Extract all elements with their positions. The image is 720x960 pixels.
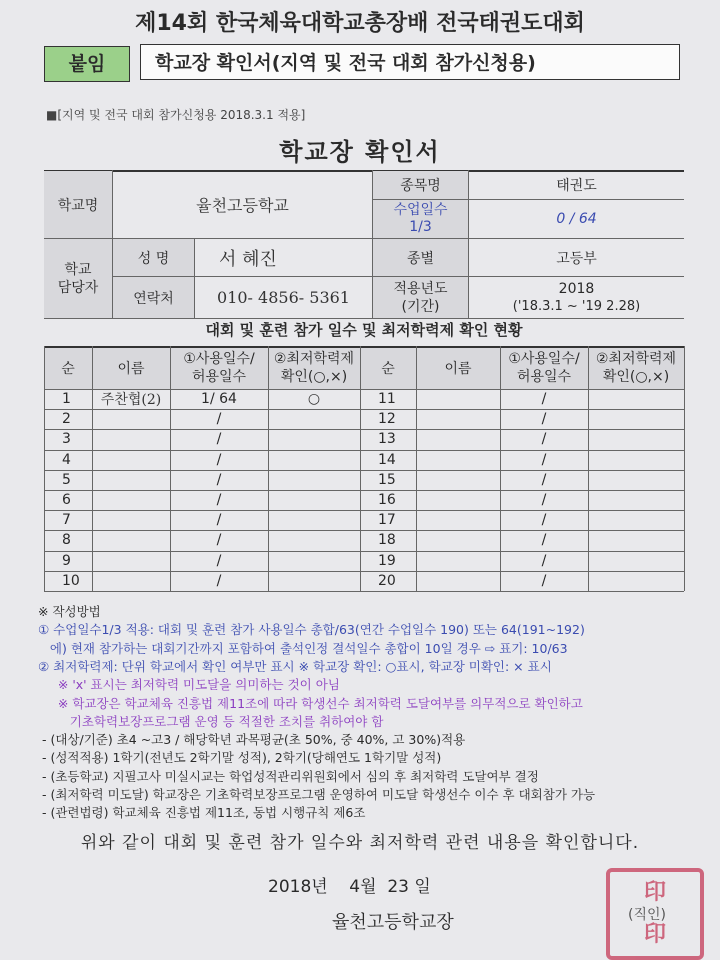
table-cell-name bbox=[92, 510, 170, 530]
table-cell-days: / bbox=[216, 512, 222, 529]
seal-label: (직인) bbox=[628, 907, 666, 923]
table-cell-no: 9 bbox=[62, 552, 71, 569]
table-cell-no: 13 bbox=[378, 431, 396, 448]
table-cell-days: / bbox=[216, 532, 222, 549]
table-cell-name bbox=[416, 571, 500, 591]
table-cell-no: 7 bbox=[62, 512, 71, 529]
instruction-line: ※ 작성방법 bbox=[38, 604, 101, 619]
sport-label: 종목명 bbox=[373, 171, 468, 199]
table-cell-edu bbox=[588, 510, 684, 530]
year-label-line2: (기간) bbox=[401, 298, 440, 315]
instruction-line: ② 최저학력제: 단위 학교에서 확인 여부만 표시 ※ 학교장 확인: ○표시, 학교장 미확인: × 표시 bbox=[38, 658, 552, 674]
name-label: 성 명 bbox=[113, 239, 194, 276]
table-cell-edu bbox=[268, 490, 360, 510]
table-cell-no: 18 bbox=[378, 532, 396, 549]
table-cell-days: / bbox=[541, 532, 547, 549]
instruction-line: ① 수업일수1/3 적용: 대회 및 훈련 참가 사용일수 총합/63(연간 수업일수 190) 또는 64(191~192) bbox=[38, 622, 585, 638]
year-value-line1: 2018 bbox=[558, 280, 595, 297]
table-grid-line bbox=[684, 346, 685, 591]
contact-value: 010- 4856- 5361 bbox=[217, 288, 350, 307]
class-days-label-line1: 수업일수 bbox=[393, 202, 448, 218]
form-note: ■[지역 및 전국 대회 참가신청용 2018.3.1 적용] bbox=[46, 108, 306, 122]
col-header-name-left: 이름 bbox=[92, 347, 170, 389]
table-cell-no: 8 bbox=[62, 532, 71, 549]
table-cell-edu bbox=[588, 551, 684, 571]
col-header-edu-left bbox=[268, 347, 360, 389]
table-cell-name bbox=[416, 530, 500, 550]
table-cell-days: / bbox=[541, 492, 547, 509]
teacher-label-line2: 담당자 bbox=[57, 279, 99, 296]
table-cell-name: 주찬협(2) bbox=[100, 392, 162, 409]
col-header-no-right: 순 bbox=[360, 347, 416, 389]
table-cell-no: 19 bbox=[378, 552, 396, 569]
col-header-days-right-line2: 허용일수 bbox=[516, 369, 572, 385]
instruction-line: - (관련법령) 학교체육 진흥법 제11조, 동법 시행규칙 제6조 bbox=[38, 805, 366, 821]
instruction-line: - (성적적용) 1학기(전년도 2학기말 성적), 2학기(당해연도 1학기말 성적) bbox=[38, 750, 442, 766]
col-header-name-right: 이름 bbox=[416, 347, 500, 389]
table-cell-no: 20 bbox=[378, 572, 396, 589]
confirmation-date: 2018년 4월 23 일 bbox=[268, 877, 431, 897]
table-cell-edu bbox=[588, 470, 684, 490]
table-cell-name bbox=[416, 551, 500, 571]
col-header-edu-left-line2: 확인(○,×) bbox=[280, 369, 348, 385]
seal-mark-top: 印 bbox=[643, 880, 666, 905]
instruction-line: - (대상/기준) 초4 ~고3 / 해당학년 과목평균(초 50%, 중 40%, 고 30%)적용 bbox=[38, 732, 466, 748]
school-name-label: 학교명 bbox=[44, 171, 112, 238]
table-cell-edu bbox=[268, 429, 360, 449]
table-cell-days: / bbox=[216, 572, 222, 589]
table-cell-name bbox=[92, 409, 170, 429]
instruction-line: 에) 현재 참가하는 대회기간까지 포함하여 출석인정 결석일수 총합이 10일 경우 ⇨ 표기: 10/63 bbox=[38, 640, 568, 656]
col-header-edu-right bbox=[588, 347, 684, 389]
table-cell-days: / bbox=[541, 431, 547, 448]
col-header-days-right-line1: ①사용일수/ bbox=[508, 351, 580, 367]
teacher-label-line1: 학교 bbox=[64, 261, 92, 278]
table-cell-edu bbox=[268, 530, 360, 550]
table-cell-name bbox=[416, 429, 500, 449]
table-cell-days: / bbox=[216, 471, 222, 488]
table-cell-days: / bbox=[541, 451, 547, 468]
table-cell-days: / bbox=[541, 471, 547, 488]
col-header-edu-right-line2: 확인(○,×) bbox=[602, 369, 670, 385]
col-header-edu-right-line1: ②최저학력제 bbox=[595, 351, 677, 367]
form-subtitle: 학교장 확인서(지역 및 전국 대회 참가신청용) bbox=[140, 44, 680, 80]
event-title: 제14회 한국체육대학교총장배 전국태권도대회 bbox=[135, 11, 585, 36]
document-title: 학교장 확인서 bbox=[279, 138, 441, 166]
table-cell-edu bbox=[268, 409, 360, 429]
year-value-line2: ('18.3.1 ~ '19 2.28) bbox=[512, 298, 641, 314]
table-cell-no: 15 bbox=[378, 471, 396, 488]
col-header-days-right bbox=[500, 347, 588, 389]
table-cell-days: / bbox=[216, 431, 222, 448]
table-cell-no: 3 bbox=[62, 431, 71, 448]
teacher-label bbox=[44, 239, 112, 318]
year-value bbox=[469, 277, 684, 318]
table-cell-days: / bbox=[541, 411, 547, 428]
table-cell-edu bbox=[588, 389, 684, 409]
instruction-line: ※ 'x' 표시는 최저학력 미도달을 의미하는 것이 아님 bbox=[38, 677, 340, 693]
table-cell-no: 2 bbox=[62, 411, 71, 428]
table-cell-days: / bbox=[216, 411, 222, 428]
instruction-line: 기초학력보장프로그램 운영 등 적절한 조치를 취하여야 함 bbox=[38, 713, 384, 729]
signer-name: 율천고등학교장 bbox=[332, 912, 454, 933]
class-days-label bbox=[373, 200, 468, 238]
table-cell-edu bbox=[588, 490, 684, 510]
table-cell-name bbox=[92, 470, 170, 490]
col-header-edu-left-line1: ②최저학력제 bbox=[273, 351, 355, 367]
table-cell-no: 12 bbox=[378, 411, 396, 428]
table-cell-edu bbox=[588, 450, 684, 470]
table-cell-days: / bbox=[541, 552, 547, 569]
division-label: 종별 bbox=[373, 239, 468, 276]
table-cell-edu bbox=[268, 470, 360, 490]
school-name-value: 율천고등학교 bbox=[196, 196, 289, 215]
table-cell-days: / bbox=[541, 512, 547, 529]
class-days-value: 0 / 64 bbox=[556, 211, 597, 227]
col-header-days-left bbox=[170, 347, 268, 389]
instruction-line: ※ 학교장은 학교체육 진흥법 제11조에 따라 학생선수 최저학력 도달여부를 의무적으로 확인하고 bbox=[38, 695, 583, 711]
year-label-line1: 적용년도 bbox=[393, 280, 448, 297]
table-cell-no: 16 bbox=[378, 492, 396, 509]
table-cell-name bbox=[416, 470, 500, 490]
table-cell-name bbox=[92, 490, 170, 510]
table-cell-name bbox=[416, 409, 500, 429]
attachment-badge: 붙임 bbox=[44, 46, 130, 82]
table-cell-edu bbox=[588, 571, 684, 591]
table-cell-no: 17 bbox=[378, 512, 396, 529]
table-cell-no: 5 bbox=[62, 471, 71, 488]
table-cell-days: / bbox=[216, 492, 222, 509]
table-cell-edu bbox=[268, 450, 360, 470]
table-cell-no: 4 bbox=[62, 451, 71, 468]
table-cell-edu bbox=[268, 571, 360, 591]
table-cell-edu: ○ bbox=[307, 391, 321, 408]
table-cell-edu bbox=[588, 530, 684, 550]
table-cell-name bbox=[92, 450, 170, 470]
table-cell-edu bbox=[588, 429, 684, 449]
table-cell-edu bbox=[588, 409, 684, 429]
year-label bbox=[373, 277, 468, 318]
table-cell-days: / bbox=[541, 572, 547, 589]
table-cell-no: 11 bbox=[378, 391, 396, 408]
table-cell-name bbox=[416, 510, 500, 530]
col-header-no-left: 순 bbox=[44, 347, 92, 389]
table-cell-days: / bbox=[216, 552, 222, 569]
table-cell-name bbox=[92, 530, 170, 550]
col-header-days-left-line2: 허용일수 bbox=[191, 369, 247, 385]
seal-mark-bottom: 印 bbox=[643, 922, 666, 947]
table-grid-line bbox=[44, 591, 684, 592]
participation-table-title: 대회 및 훈련 참가 일수 및 최저학력제 확인 현황 bbox=[205, 321, 523, 339]
table-cell-days: / bbox=[541, 391, 547, 408]
table-cell-days: 1/ 64 bbox=[201, 391, 237, 408]
table-cell-name bbox=[416, 389, 500, 409]
table-cell-edu bbox=[268, 551, 360, 571]
table-cell-no: 14 bbox=[378, 451, 396, 468]
contact-label: 연락처 bbox=[113, 277, 194, 318]
table-cell-name bbox=[92, 551, 170, 571]
table-cell-edu bbox=[268, 510, 360, 530]
confirmation-statement: 위와 같이 대회 및 훈련 참가 일수와 최저학력 관련 내용을 확인합니다. bbox=[80, 833, 640, 853]
table-cell-days: / bbox=[216, 451, 222, 468]
table-cell-no: 1 bbox=[62, 391, 71, 408]
division-value: 고등부 bbox=[556, 250, 597, 267]
class-days-label-line2: 1/3 bbox=[409, 219, 432, 235]
teacher-name-value: 서 혜진 bbox=[219, 248, 277, 270]
table-cell-no: 10 bbox=[62, 572, 80, 589]
table-cell-name bbox=[92, 429, 170, 449]
col-header-days-left-line1: ①사용일수/ bbox=[183, 351, 255, 367]
table-cell-name bbox=[92, 571, 170, 591]
instruction-line: - (최저학력 미도달) 학교장은 기초학력보장프로그램 운영하여 미도달 학생선수 이수 후 대회참가 가능 bbox=[38, 787, 596, 802]
table-cell-no: 6 bbox=[62, 492, 71, 509]
sport-value: 태권도 bbox=[556, 178, 597, 194]
table-cell-name bbox=[416, 450, 500, 470]
instruction-line: - (초등학교) 지필고사 미실시교는 학업성적관리위원회에서 심의 후 최저학력 도달여부 결정 bbox=[38, 768, 539, 784]
table-cell-name bbox=[416, 490, 500, 510]
